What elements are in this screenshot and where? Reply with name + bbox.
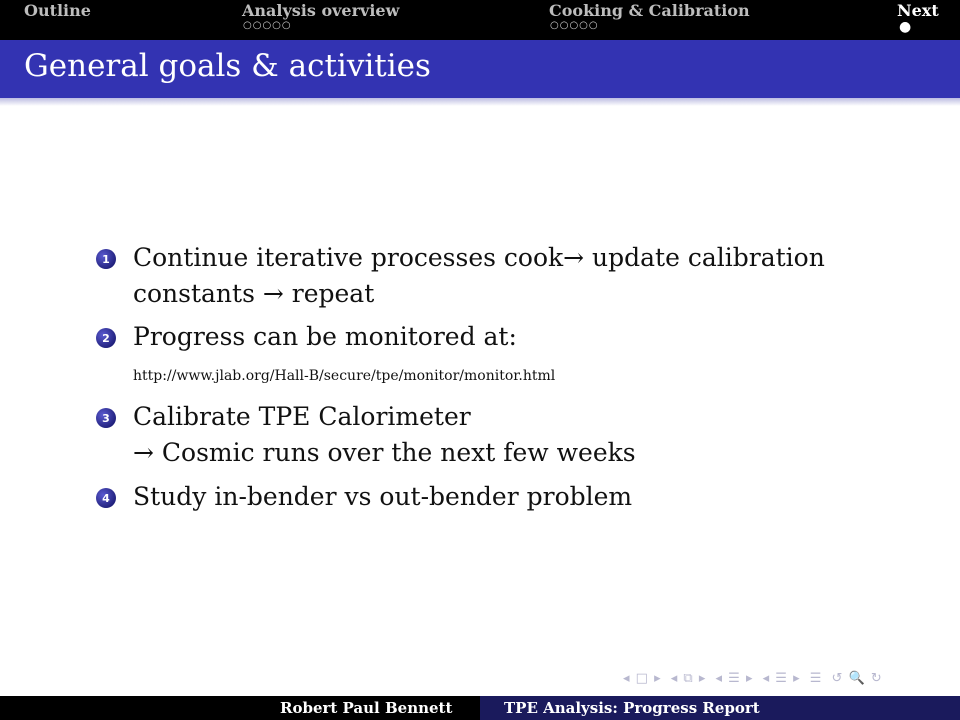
frame-title-band <box>0 40 960 98</box>
list-item-3-line-1: Calibrate TPE Calorimeter <box>133 402 471 431</box>
footline <box>0 696 960 720</box>
search-back-forward-icon[interactable]: ↺ 🔍 ↻ <box>831 671 883 686</box>
footer-title: TPE Analysis: Progress Report <box>504 699 760 717</box>
monitor-url-link[interactable]: http://www.jlab.org/Hall-B/secure/tpe/monitor/monitor.html <box>133 368 556 384</box>
beamer-navigation-symbols <box>623 671 887 686</box>
document-navigation-icon[interactable]: ☰ <box>809 671 823 686</box>
section-navigation-bar <box>0 0 960 40</box>
enumeration-ball-4: 4 <box>96 488 116 508</box>
nav-section-cooking-calibration-dots[interactable]: ○○○○○ <box>550 20 599 31</box>
subsection-navigation-icon[interactable]: ◂ ⧉ ▸ <box>670 671 707 686</box>
enumeration-ball-3: 3 <box>96 408 116 428</box>
list-item-4-line-1: Study in-bender vs out-bender problem <box>133 482 633 511</box>
nav-section-next[interactable]: Next <box>897 1 939 20</box>
nav-section-cooking-calibration[interactable]: Cooking & Calibration <box>549 1 750 20</box>
enumeration-ball-2: 2 <box>96 328 116 348</box>
footline-author-box <box>0 696 480 720</box>
list-item-1-line-2: constants → repeat <box>133 279 375 308</box>
frame-navigation-icon[interactable]: ◂ □ ▸ <box>623 671 662 686</box>
nav-section-next-current-dot[interactable]: ● <box>899 19 913 35</box>
list-item-1-line-1: Continue iterative processes cook→ update calibration <box>133 243 825 272</box>
list-item-2-line-1: Progress can be monitored at: <box>133 322 517 351</box>
nav-section-analysis-overview[interactable]: Analysis overview <box>242 1 400 20</box>
footline-title-box <box>480 696 960 720</box>
section-navigation-icon[interactable]: ◂ ☰ ▸ <box>715 671 754 686</box>
nav-section-analysis-overview-dots[interactable]: ○○○○○ <box>243 20 292 31</box>
nav-section-outline[interactable]: Outline <box>24 1 91 20</box>
section-navigation-icon-2[interactable]: ◂ ☰ ▸ <box>762 671 801 686</box>
enumeration-ball-1: 1 <box>96 249 116 269</box>
footer-author: Robert Paul Bennett <box>280 699 453 717</box>
list-item-3-line-2: → Cosmic runs over the next few weeks <box>133 438 636 467</box>
frame-title: General goals & activities <box>24 48 431 84</box>
